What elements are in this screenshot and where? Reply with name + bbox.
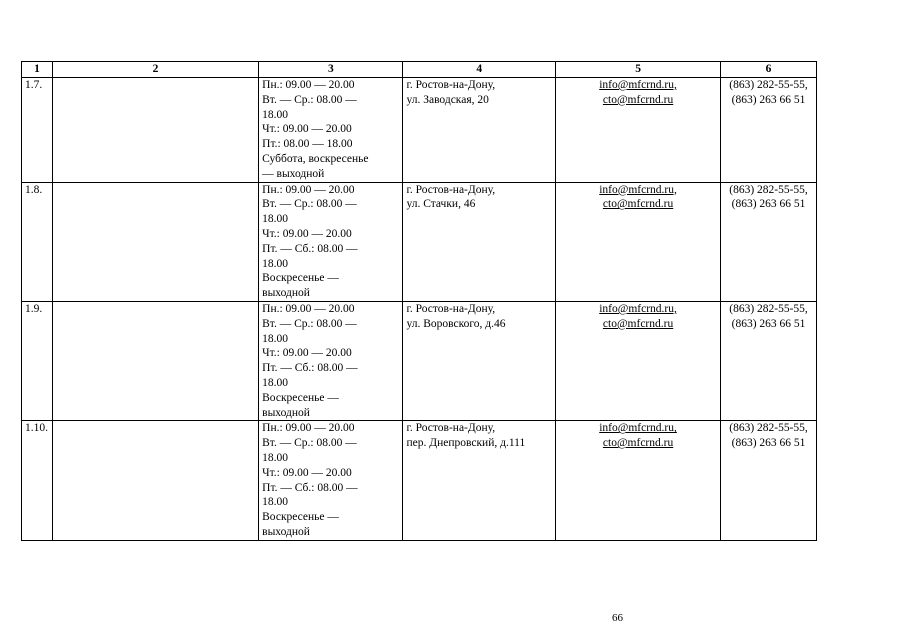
address-line: г. Ростов-на-Дону, [406, 422, 496, 435]
phone-cell [721, 182, 817, 301]
row-col2 [52, 301, 258, 420]
table-row [22, 182, 817, 301]
schedule-line: 18.00 [262, 376, 289, 389]
schedule-line: Воскресенье — [262, 511, 339, 524]
schedule-line: 18.00 [262, 332, 289, 345]
table-body [22, 78, 817, 541]
row-number: 1.10. [22, 421, 53, 540]
phone-cell [721, 78, 817, 183]
table-row [22, 301, 817, 420]
address-cell [403, 421, 556, 540]
page-number: 66 [612, 612, 623, 624]
schedule-line: 18.00 [262, 213, 289, 226]
email-cell [556, 421, 721, 540]
row-number: 1.9. [22, 301, 53, 420]
schedule-cell [259, 301, 403, 420]
schedule-cell [259, 182, 403, 301]
row-number: 1.8. [22, 182, 53, 301]
phone-line: (863) 282-55-55, [729, 183, 808, 196]
header-cell-1: 1 [22, 62, 53, 78]
schedule-cell [259, 421, 403, 540]
address-line: пер. Днепровский, д.111 [406, 437, 526, 450]
address-cell [403, 301, 556, 420]
row-col2 [52, 421, 258, 540]
email-link[interactable]: info@mfcrnd.ru, [599, 183, 677, 196]
schedule-line: Вт. — Ср.: 08.00 — [262, 198, 357, 211]
schedule-line: — выходной [262, 167, 325, 180]
phone-line: (863) 282-55-55, [729, 302, 808, 315]
schedule-line: выходной [262, 287, 310, 300]
schedule-line: Чт.: 09.00 — 20.00 [262, 466, 352, 479]
schedule-line: Чт.: 09.00 — 20.00 [262, 123, 352, 136]
email-cell [556, 301, 721, 420]
phone-line: (863) 282-55-55, [729, 79, 808, 91]
schedule-line: Вт. — Ср.: 08.00 — [262, 93, 357, 106]
email-link[interactable]: cto@mfcrnd.ru [602, 317, 674, 330]
header-row [22, 62, 817, 78]
phone-line: (863) 263 66 51 [731, 198, 806, 211]
schedule-line: Воскресенье — [262, 391, 339, 404]
header-cell-6: 6 [721, 62, 817, 78]
schedule-line: 18.00 [262, 257, 289, 270]
address-line: ул. Стачки, 46 [406, 198, 476, 211]
schedule-line: 18.00 [262, 496, 289, 509]
schedule-line: Пт. — Сб.: 08.00 — [262, 242, 358, 255]
address-line: ул. Заводская, 20 [406, 93, 489, 106]
email-link[interactable]: cto@mfcrnd.ru [602, 198, 674, 211]
schedule-cell [259, 78, 403, 183]
schedule-line: Пт. — Сб.: 08.00 — [262, 481, 358, 494]
offices-table [21, 61, 817, 541]
address-cell [403, 182, 556, 301]
schedule-line: выходной [262, 525, 310, 538]
row-col2 [52, 182, 258, 301]
email-link[interactable]: cto@mfcrnd.ru [602, 93, 674, 106]
schedule-line: выходной [262, 406, 310, 419]
schedule-line: Чт.: 09.00 — 20.00 [262, 227, 352, 240]
schedule-line: Вт. — Ср.: 08.00 — [262, 317, 357, 330]
phone-line: (863) 263 66 51 [731, 317, 806, 330]
email-link[interactable]: cto@mfcrnd.ru [602, 437, 674, 450]
email-link[interactable]: info@mfcrnd.ru, [599, 79, 677, 91]
phone-line: (863) 263 66 51 [731, 437, 806, 450]
address-line: ул. Воровского, д.46 [406, 317, 506, 330]
row-number: 1.7. [22, 78, 53, 183]
schedule-line: Пт.: 08.00 — 18.00 [262, 138, 353, 151]
schedule-line: 18.00 [262, 451, 289, 464]
phone-cell [721, 301, 817, 420]
schedule-line: Пн.: 09.00 — 20.00 [262, 79, 355, 91]
row-col2 [52, 78, 258, 183]
schedule-line: Пт. — Сб.: 08.00 — [262, 362, 358, 375]
header-cell-2: 2 [52, 62, 258, 78]
header-cell-4: 4 [403, 62, 556, 78]
header-cell-5: 5 [556, 62, 721, 78]
schedule-line: Пн.: 09.00 — 20.00 [262, 183, 355, 196]
schedule-line: Пн.: 09.00 — 20.00 [262, 302, 355, 315]
address-cell [403, 78, 556, 183]
email-link[interactable]: info@mfcrnd.ru, [599, 302, 677, 315]
address-line: г. Ростов-на-Дону, [406, 302, 496, 315]
phone-cell [721, 421, 817, 540]
phone-line: (863) 263 66 51 [731, 93, 806, 106]
schedule-line: Воскресенье — [262, 272, 339, 285]
email-cell [556, 78, 721, 183]
email-cell [556, 182, 721, 301]
address-line: г. Ростов-на-Дону, [406, 183, 496, 196]
phone-line: (863) 282-55-55, [729, 422, 808, 435]
table-row [22, 78, 817, 183]
schedule-line: Пн.: 09.00 — 20.00 [262, 422, 355, 435]
address-line: г. Ростов-на-Дону, [406, 79, 496, 91]
schedule-line: Вт. — Ср.: 08.00 — [262, 437, 357, 450]
header-cell-3: 3 [259, 62, 403, 78]
schedule-line: 18.00 [262, 108, 289, 121]
email-link[interactable]: info@mfcrnd.ru, [599, 422, 677, 435]
schedule-line: Чт.: 09.00 — 20.00 [262, 347, 352, 360]
schedule-line: Суббота, воскресенье [262, 152, 369, 165]
table-row [22, 421, 817, 540]
